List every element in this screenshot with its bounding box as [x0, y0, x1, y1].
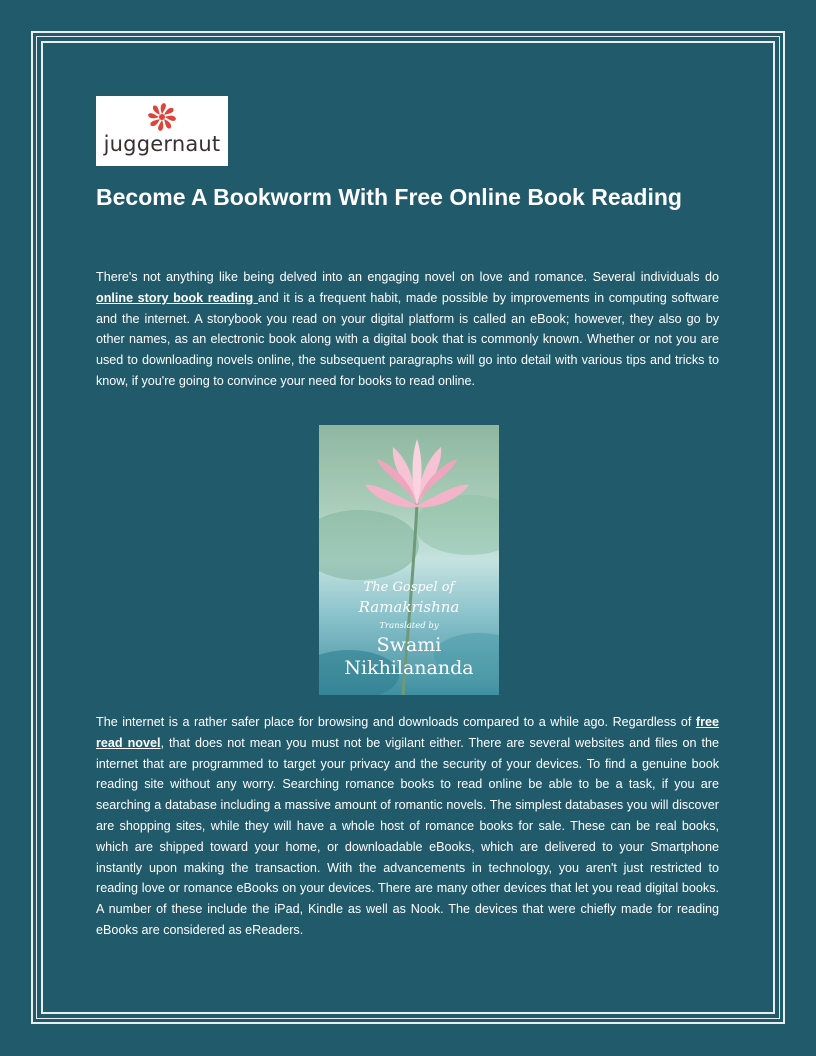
body-paragraph: [96, 712, 719, 941]
paragraph-text: There's not anything like being delved into an engaging novel on love and romance. Several individuals do: [96, 270, 719, 284]
logo-wordmark: juggernaut: [103, 132, 221, 156]
juggernaut-logo: [96, 96, 228, 166]
cover-author-line: Nikhilananda: [344, 657, 474, 679]
cover-title-line: The Gospel of: [363, 580, 455, 595]
online-story-book-reading-link[interactable]: online story book reading: [96, 290, 258, 305]
paragraph-text: and it is a frequent habit, made possible by improvements in computing software and the internet. A storybook you read on your digital platform is called an eBook; however, they also go by other names, as an electronic book along with a digital book that is commonly known. Whether or not you are used to downloading novels online, the subsequent paragraphs will go into detail with various tips and tricks to know, if you're going to convince your need for books to read online.: [96, 290, 719, 388]
sun-swirl-logo-icon: [147, 102, 177, 132]
cover-title-line: Ramakrishna: [358, 598, 460, 616]
page-title: Become A Bookworm With Free Online Book Reading: [96, 184, 682, 210]
free-read-novel-link[interactable]: free read novel: [96, 715, 719, 750]
paragraph-text: , that does not mean you must not be vigilant either. There are several websites and files on the internet that are programmed to target your privacy and the security of your devices. To find a genuine book reading site without any worry. Searching romance books to read online be able to be a task, if you are searching a database including a massive amount of romantic novels. The simplest databases you will discover are shopping sites, while they will have a whole host of romance books for sale. These can be real books, which are shipped toward your home, or downloadable eBooks, which are delivered to your Smartphone instantly upon making the transaction. With the advancements in technology, you aren't just restricted to reading love or romance eBooks on your devices. There are many other devices that let you read digital books. A number of these include the iPad, Kindle as well as Nook. The devices that were chiefly made for reading eBooks are considered as eReaders.: [96, 735, 719, 937]
book-cover-image: [319, 425, 499, 695]
paragraph-text: The internet is a rather safer place for browsing and downloads compared to a while ago. Regardless of: [96, 715, 696, 729]
intro-paragraph: [96, 267, 719, 392]
cover-author-line: Swami: [376, 634, 442, 656]
cover-translator-label: Translated by: [379, 621, 439, 631]
